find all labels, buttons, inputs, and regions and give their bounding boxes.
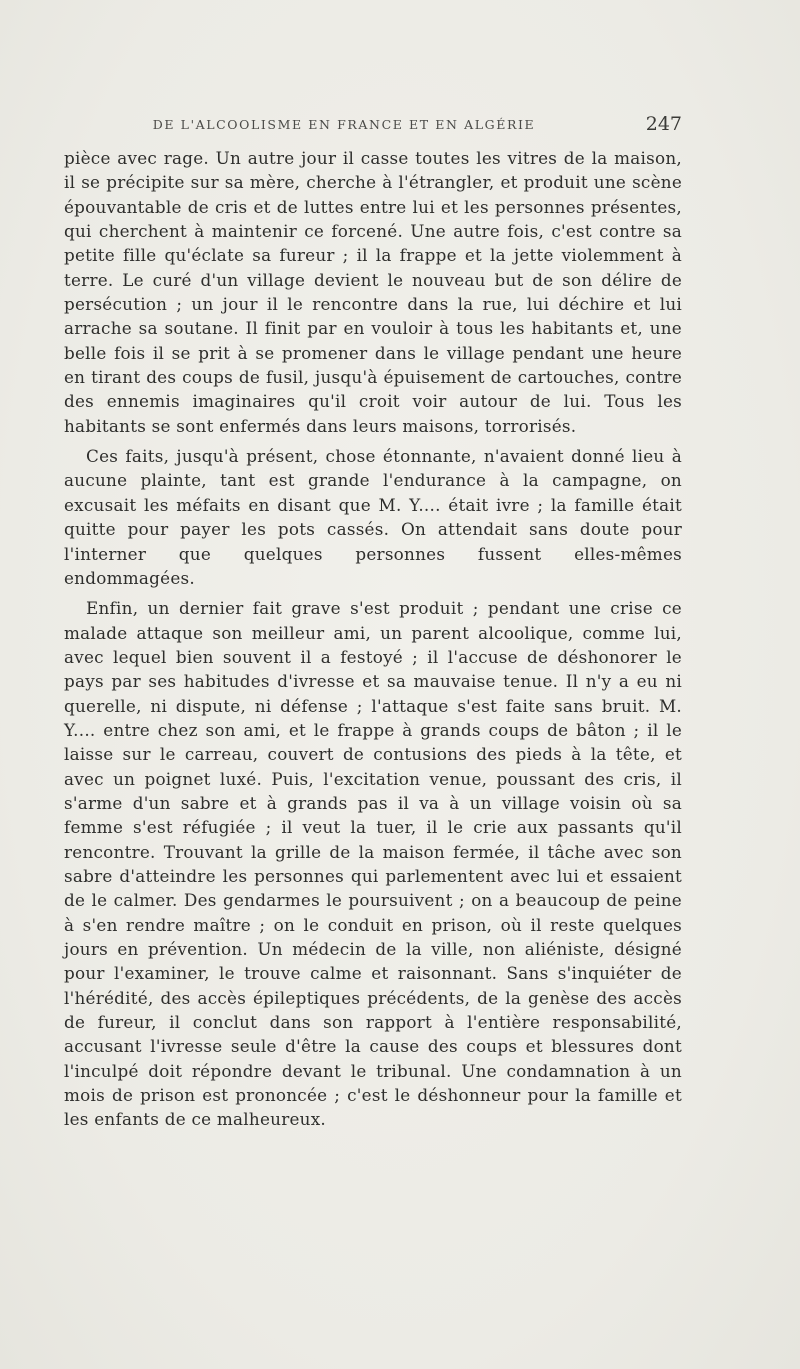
running-head	[66, 113, 682, 139]
body-text	[64, 146, 682, 1132]
paragraph: Ces faits, jusqu'à présent, chose étonnante, n'avaient donné lieu à aucune plainte, tant est grande l'endurance à la campagne, on excusait les méfaits en disant que M. Y.... était ivre ; la famille était quitte pour payer les pots cassés. On attendait sans doute pour l'interner que quelques personnes fussent elles-mêmes endommagées.	[64, 446, 682, 588]
page-number: 247	[645, 113, 682, 135]
paragraph: pièce avec rage. Un autre jour il casse toutes les vitres de la maison, il se précipite sur sa mère, cherche à l'étrangler, et produit une scène épouvantable de cris et de luttes entre lui et les personnes présentes, qui cherchent à maintenir ce forcené. Une autre fois, c'est contre sa petite fille qu'éclate sa fureur ; il la frappe et la jette violemment à terre. Le curé d'un village devient le nouveau but de son délire de persécution ; un jour il le rencontre dans la rue, lui déchire et lui arrache sa soutane. Il finit par en vouloir à tous les habitants et, une belle fois il se prit à se promener dans le village pendant une heure en tirant des coups de fusil, jusqu'à épuisement de cartouches, contre des ennemis imaginaires qu'il croit voir autour de lui. Tous les habitants se sont enfermés dans leurs maisons, torrorisés.	[64, 148, 682, 436]
running-title: DE L'ALCOOLISME EN FRANCE ET EN ALGÉRIE	[152, 117, 536, 132]
paragraph: Enfin, un dernier fait grave s'est produit ; pendant une crise ce malade attaque son meilleur ami, un parent alcoolique, comme lui, avec lequel bien souvent il a festoyé ; il l'accuse de déshonorer le pays par ses habitudes d'ivresse et sa mauvaise tenue. Il n'y a eu ni querelle, ni dispute, ni défense ; l'attaque s'est faite sans bruit. M. Y.... entre chez son ami, et le frappe à grands coups de bâton ; il le laisse sur le carreau, couvert de contusions des pieds à la tête, et avec un poignet luxé. Puis, l'excitation venue, poussant des cris, il s'arme d'un sabre et à grands pas il va à un village voisin où sa femme s'est réfugiée ; il veut la tuer, il le crie aux passants qu'il rencontre. Trouvant la grille de la maison fermée, il tâche avec son sabre d'atteindre les personnes qui parlementent avec lui et essaient de le calmer. Des gendarmes le poursuivent ; on a beaucoup de peine à s'en rendre maître ; on le conduit en prison, où il reste quelques jours en prévention. Un médecin de la ville, non aliéniste, désigné pour l'examiner, le trouve calme et raisonnant. Sans s'inquiéter de l'hérédité, des accès épileptiques précédents, de la genèse des accès de fureur, il conclut dans son rapport à l'entière responsabilité, accusant l'ivresse seule d'être la cause des coups et blessures dont l'inculpé doit répondre devant le tribunal. Une condamnation à un mois de prison est prononcée ; c'est le déshonneur pour la famille et les enfants de ce malheureux.	[64, 598, 682, 1130]
